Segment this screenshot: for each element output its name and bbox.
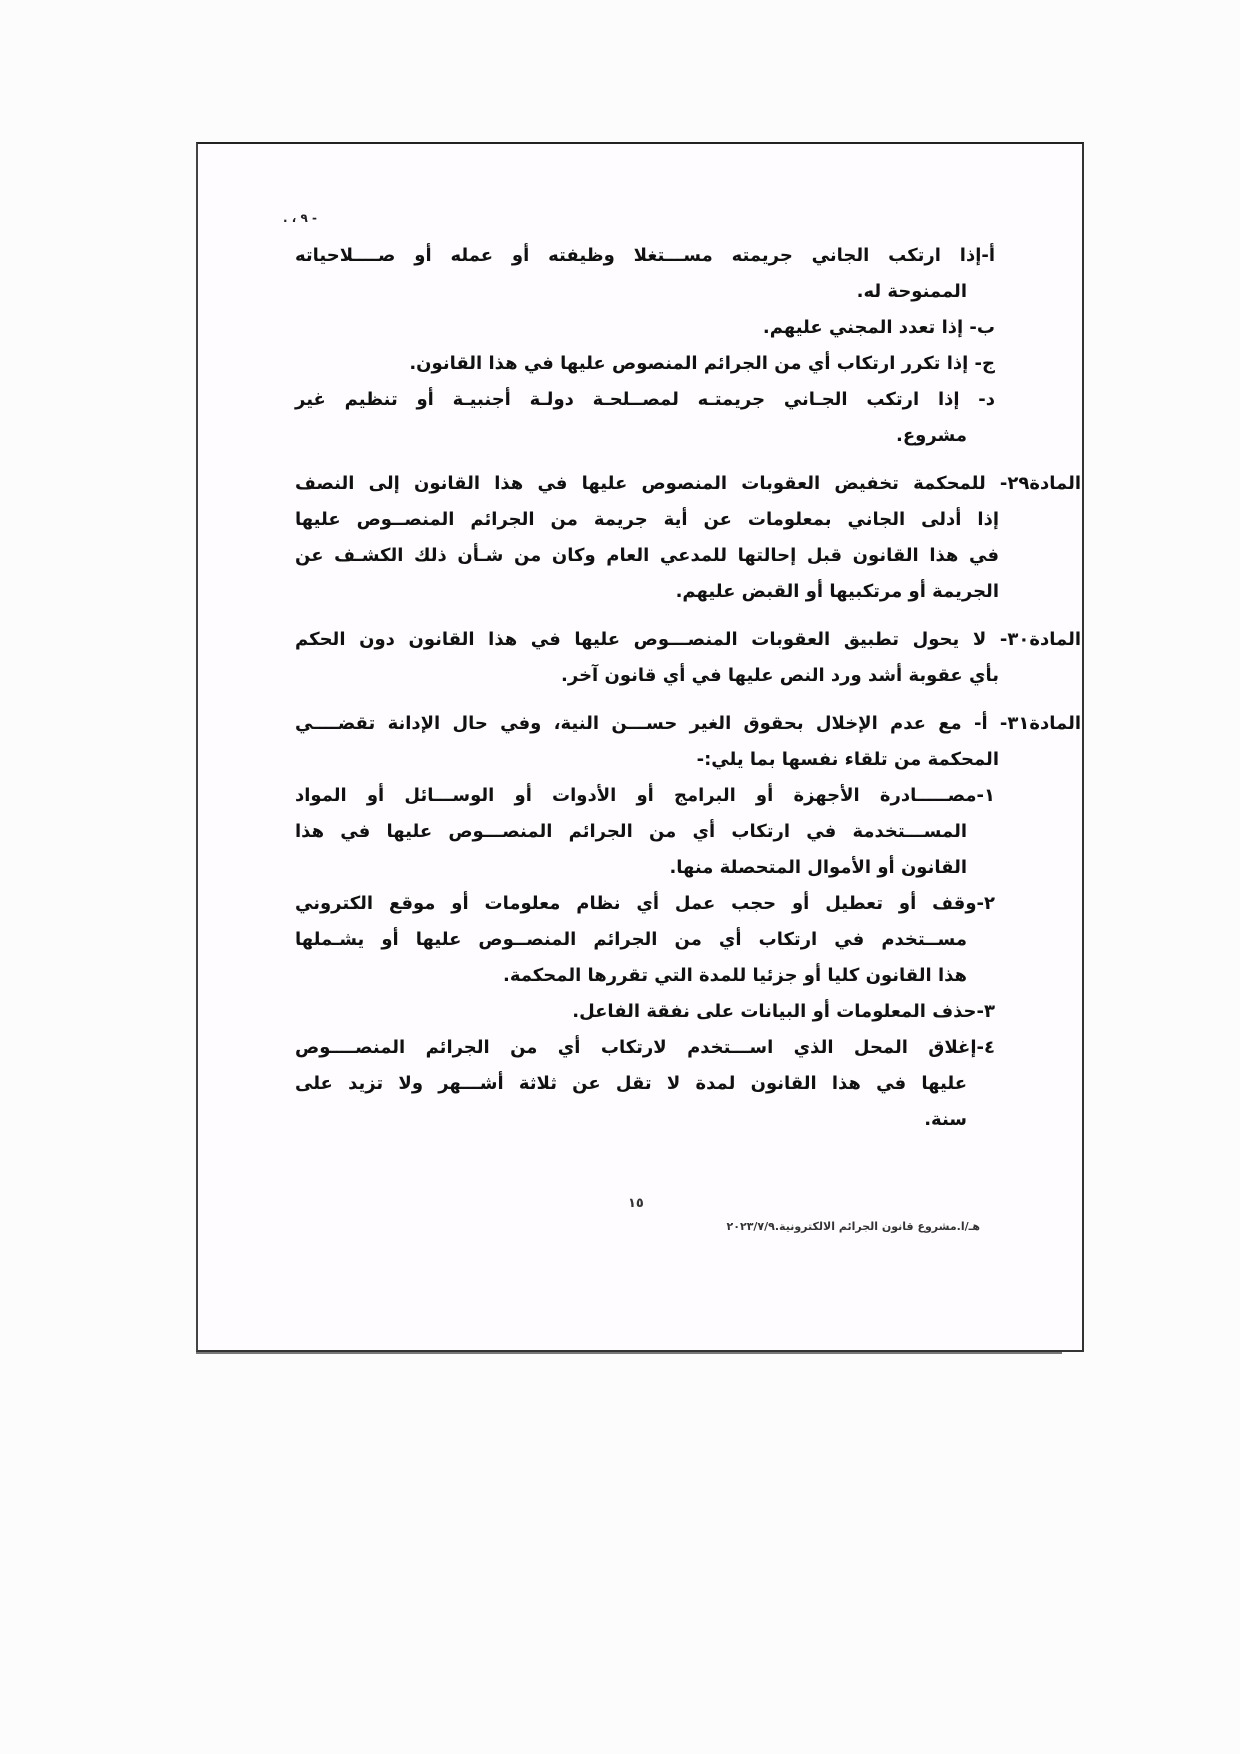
a31-item-2-line-1: ٢-وقف أو تعطيل أو حجب عمل أي نظام معلومات أو موقع الكتروني — [295, 893, 995, 914]
article-31-item-3 — [295, 994, 995, 1030]
page-number: ١٥ — [628, 1196, 644, 1211]
article-30-line-2: بأي عقوبة أشد ورد النص عليها في أي قانون آخر. — [561, 665, 999, 686]
document-body — [295, 238, 1081, 1138]
item-a — [295, 238, 995, 310]
footer-note: هـ/ا.مشروع قانون الجرائم الالكترونية.٢٠٢٣/٧/٩ — [726, 1220, 980, 1233]
article-29 — [295, 466, 1081, 610]
article-31-item-2 — [295, 886, 995, 994]
article-31-item-1 — [295, 778, 995, 886]
corner-marks: . ، ٩ - — [283, 211, 317, 225]
a31-item-3-line-1: ٣-حذف المعلومات أو البيانات على نفقة الفاعل. — [572, 1001, 995, 1022]
item-b — [295, 310, 995, 346]
item-c-line-1: ج- إذا تكرر ارتكاب أي من الجرائم المنصوص عليها في هذا القانون. — [409, 353, 995, 374]
a31-item-1-line-1: ١-مصـــــادرة الأجهزة أو البرامج أو الأدوات أو الوســـائل أو المواد — [295, 785, 995, 806]
a31-item-4-line-3: سنة. — [924, 1109, 967, 1130]
item-d-line-1: د- إذا ارتكب الجـاني جريمتـه لمصــلحـة دولـة أجنبيـة أو تنظيم غير — [295, 389, 995, 410]
a31-item-2-line-2: مســتخدم في ارتكاب أي من الجرائم المنصــوص عليها أو يشـملها — [295, 929, 967, 950]
item-d — [295, 382, 995, 454]
a31-item-1-line-2: المســـتخدمة في ارتكاب أي من الجرائم المنصـــوص عليها في هذا — [295, 821, 967, 842]
item-a-line-1: أ-إذا ارتكب الجاني جريمته مســـتغلا وظيفته أو عمله أو صــــلاحياته — [295, 245, 995, 266]
item-c — [295, 346, 995, 382]
item-a-line-2: الممنوحة له. — [856, 281, 967, 302]
item-b-line-1: ب- إذا تعدد المجني عليهم. — [762, 317, 995, 338]
article-30-line-1: المادة٣٠- لا يحول تطبيق العقوبات المنصـــوص عليها في هذا القانون دون الحكم — [295, 629, 1081, 650]
a31-item-4-line-1: ٤-إغلاق المحل الذي اســـتخدم لارتكاب أي من الجرائم المنصــــوص — [295, 1037, 995, 1058]
article-29-line-2: إذا أدلى الجاني بمعلومات عن أية جريمة من الجرائم المنصــوص عليها — [295, 509, 999, 530]
item-d-line-2: مشروع. — [896, 425, 967, 446]
article-29-line-1: المادة٢٩- للمحكمة تخفيض العقوبات المنصوص عليها في هذا القانون إلى النصف — [295, 473, 1081, 494]
article-31-line-1: المادة٣١- أ- مع عدم الإخلال بحقوق الغير حســـن النية، وفي حال الإدانة تقضــــي — [295, 713, 1081, 734]
a31-item-2-line-3: هذا القانون كليا أو جزئيا للمدة التي تقررها المحكمة. — [502, 965, 967, 986]
scan-edge-line — [196, 1352, 1062, 1354]
article-31-item-4 — [295, 1030, 995, 1138]
article-30 — [295, 622, 1081, 694]
a31-item-4-line-2: عليها في هذا القانون لمدة لا تقل عن ثلاثة أشـــهر ولا تزيد على — [295, 1073, 967, 1094]
article-31-line-2: المحكمة من تلقاء نفسها بما يلي:- — [696, 749, 999, 770]
article-29-line-4: الجريمة أو مرتكبيها أو القبض عليهم. — [675, 581, 999, 602]
a31-item-1-line-3: القانون أو الأموال المتحصلة منها. — [669, 857, 967, 878]
article-31 — [295, 706, 1081, 778]
article-29-line-3: في هذا القانون قبل إحالتها للمدعي العام وكان من شـأن ذلك الكشـف عن — [295, 545, 999, 566]
